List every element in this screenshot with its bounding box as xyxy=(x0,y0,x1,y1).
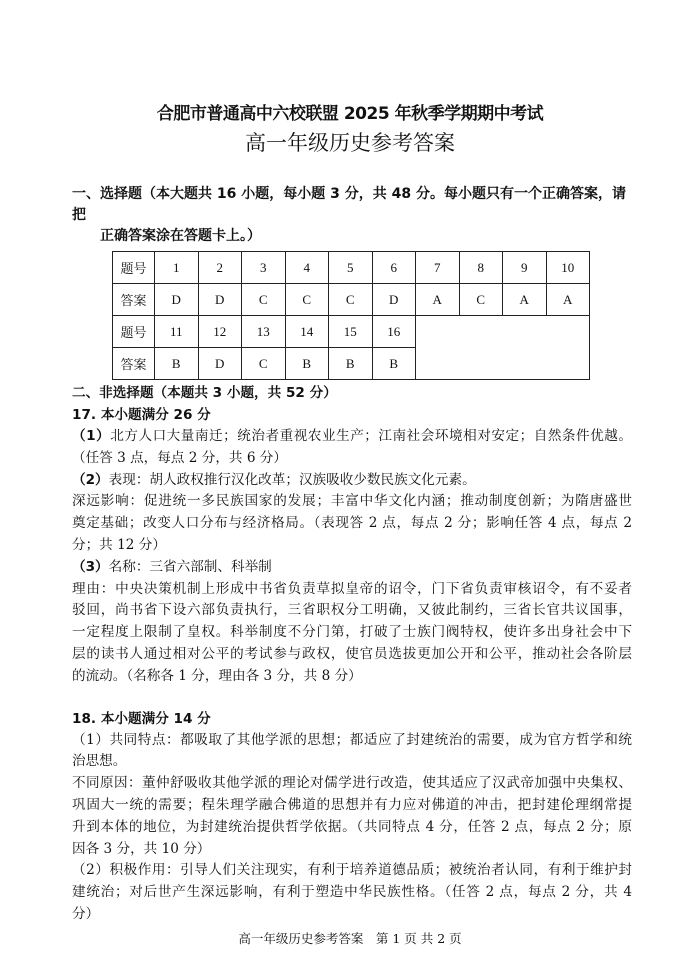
table-cell: D xyxy=(372,284,416,316)
row-label: 答案 xyxy=(113,284,155,316)
answer-line xyxy=(72,622,632,644)
answer-line xyxy=(72,579,632,601)
table-cell: C xyxy=(285,284,329,316)
table-cell: 10 xyxy=(546,252,590,284)
answer-line xyxy=(72,513,632,535)
table-cell: 9 xyxy=(503,252,547,284)
line-text: （1）共同特点：都吸取了其他学派的思想；都适应了封建统治的需要，成为官方哲学和统 xyxy=(72,731,632,748)
line-text: 奠定基础；改变人口分布与经济格局。（表现答 2 点，每点 2 分；影响任答 4 点，每点 2 xyxy=(72,515,632,532)
answer-table xyxy=(112,251,590,380)
table-cell: C xyxy=(242,284,286,316)
line-text: 北方人口大量南迁；统治者重视农业生产；江南社会环境相对安定；自然条件优越。 xyxy=(110,428,632,444)
table-cell: C xyxy=(242,348,286,380)
question-row xyxy=(113,316,590,348)
table-cell: C xyxy=(459,284,503,316)
table-cell: B xyxy=(285,348,329,380)
line-text: 升到本体的地位，为封建统治提供哲学依据。（共同特点 4 分，任答 2 点，每点 2 分；原 xyxy=(72,818,632,835)
table-cell: D xyxy=(155,284,199,316)
line-text: 巩固大一统的需要；程朱理学融合佛道的思想并有力应对佛道的冲击，把封建伦理纲常提 xyxy=(72,796,632,813)
exam-title: 合肥市普通高中六校联盟 2025 年秋季学期期中考试 xyxy=(156,104,544,124)
table-cell: 16 xyxy=(372,316,416,348)
line-text: 治思想。 xyxy=(72,753,127,770)
table-cell: 11 xyxy=(155,316,199,348)
line-text: 名称：三省六部制、科举制 xyxy=(108,558,272,575)
section1-line: 一、选择题（本大题共 16 小题，每小题 3 分，共 48 分。每小题只有一个正确答案，请把 xyxy=(72,186,626,223)
table-cell: 7 xyxy=(416,252,460,284)
line-text: 理由：中央决策机制上形成中书省负责草拟皇帝的诏令，门下省负责审核诏令，有不妥者 xyxy=(72,580,632,597)
document-subtitle: 高一年级历史参考答案 xyxy=(245,131,455,155)
answer-line xyxy=(72,751,632,773)
row-label: 题号 xyxy=(113,252,155,284)
answer-line xyxy=(72,600,632,622)
section2-heading: 二、非选择题（本题共 3 小题，共 52 分） xyxy=(72,385,337,401)
line-text: 分） xyxy=(72,905,100,922)
table-cell: 15 xyxy=(329,316,373,348)
q17-answer xyxy=(72,426,632,688)
q18-answer xyxy=(72,730,632,926)
table-cell: 13 xyxy=(242,316,286,348)
table-cell: 3 xyxy=(242,252,286,284)
line-text: 的流动。（名称各 1 分，理由各 3 分，共 8 分） xyxy=(72,667,362,684)
row-label: 题号 xyxy=(113,316,155,348)
table-cell: A xyxy=(416,284,460,316)
line-text: 表现：胡人政权推行汉化改革；汉族吸收少数民族文化元素。 xyxy=(108,471,476,488)
answer-row xyxy=(113,284,590,316)
line-text: 分；共 12 分） xyxy=(72,536,166,553)
table-cell: A xyxy=(503,284,547,316)
table-cell: 2 xyxy=(198,252,242,284)
q18-heading: 18. 本小题满分 14 分 xyxy=(72,710,211,727)
table-cell: 4 xyxy=(285,252,329,284)
line-text: 驳回，尚书省下设六部负责执行，三省职权分工明确，又彼此制约，三省长官共议国事， xyxy=(72,602,632,619)
answer-line xyxy=(72,795,632,817)
answer-line xyxy=(72,448,632,470)
answer-line xyxy=(72,644,632,666)
line-text: 一定程度上限制了皇权。科举制度不分门第，打破了士族门阀特权，使许多出身社会中下 xyxy=(72,624,632,641)
table-cell: 8 xyxy=(459,252,503,284)
table-cell: 12 xyxy=(198,316,242,348)
answer-line xyxy=(72,817,632,839)
part-number: （1） xyxy=(72,428,111,444)
line-text: 不同原因：董仲舒吸收其他学派的理论对儒学进行改造，使其适应了汉武帝加强中央集权、 xyxy=(72,775,632,792)
line-text: （2）积极作用：引导人们关注现实，有利于培养道德品质；被统治者认同，有利于维护封 xyxy=(72,862,632,879)
answer-line xyxy=(72,882,632,904)
table-cell: A xyxy=(546,284,590,316)
answer-line xyxy=(72,426,632,448)
answer-line xyxy=(72,730,632,752)
line-text: （任答 3 点，每点 2 分，共 6 分） xyxy=(72,449,287,466)
part-number: （2） xyxy=(72,471,109,488)
section1-heading xyxy=(72,184,634,247)
answer-line xyxy=(72,557,632,579)
table-cell: 1 xyxy=(155,252,199,284)
line-text: 建统治；对后世产生深远影响，有利于塑造中华民族性格。（任答 2 点，每点 2 分，共 4 xyxy=(72,884,632,901)
empty-cell xyxy=(416,316,590,380)
answer-line xyxy=(72,491,632,513)
q17-heading: 17. 本小题满分 26 分 xyxy=(72,407,211,423)
answer-line xyxy=(72,470,632,492)
answer-line xyxy=(72,860,632,882)
question-row xyxy=(113,252,590,284)
answer-line xyxy=(72,904,632,926)
table-cell: B xyxy=(329,348,373,380)
table-cell: C xyxy=(329,284,373,316)
table-cell: D xyxy=(198,284,242,316)
line-text: 因各 3 分，共 10 分） xyxy=(72,840,211,857)
answer-line xyxy=(72,535,632,557)
line-text: 层的读书人通过相对公平的考试参与政权，使官员选拔更加公开和公平，推动社会各阶层 xyxy=(72,645,632,662)
table-cell: 5 xyxy=(329,252,373,284)
table-cell: B xyxy=(372,348,416,380)
row-label: 答案 xyxy=(113,348,155,380)
page-footer: 高一年级历史参考答案 第 1 页 共 2 页 xyxy=(238,930,462,946)
section1-line: 正确答案涂在答题卡上。） xyxy=(100,228,261,244)
line-text: 深远影响：促进统一多民族国家的发展；丰富中华文化内涵；推动制度创新；为隋唐盛世 xyxy=(72,493,632,510)
answer-line xyxy=(72,839,632,861)
table-cell: B xyxy=(155,348,199,380)
answer-line xyxy=(72,773,632,795)
table-cell: 6 xyxy=(372,252,416,284)
answer-line xyxy=(72,666,632,688)
table-cell: 14 xyxy=(285,316,329,348)
part-number: （3） xyxy=(72,558,109,575)
table-cell: D xyxy=(198,348,242,380)
